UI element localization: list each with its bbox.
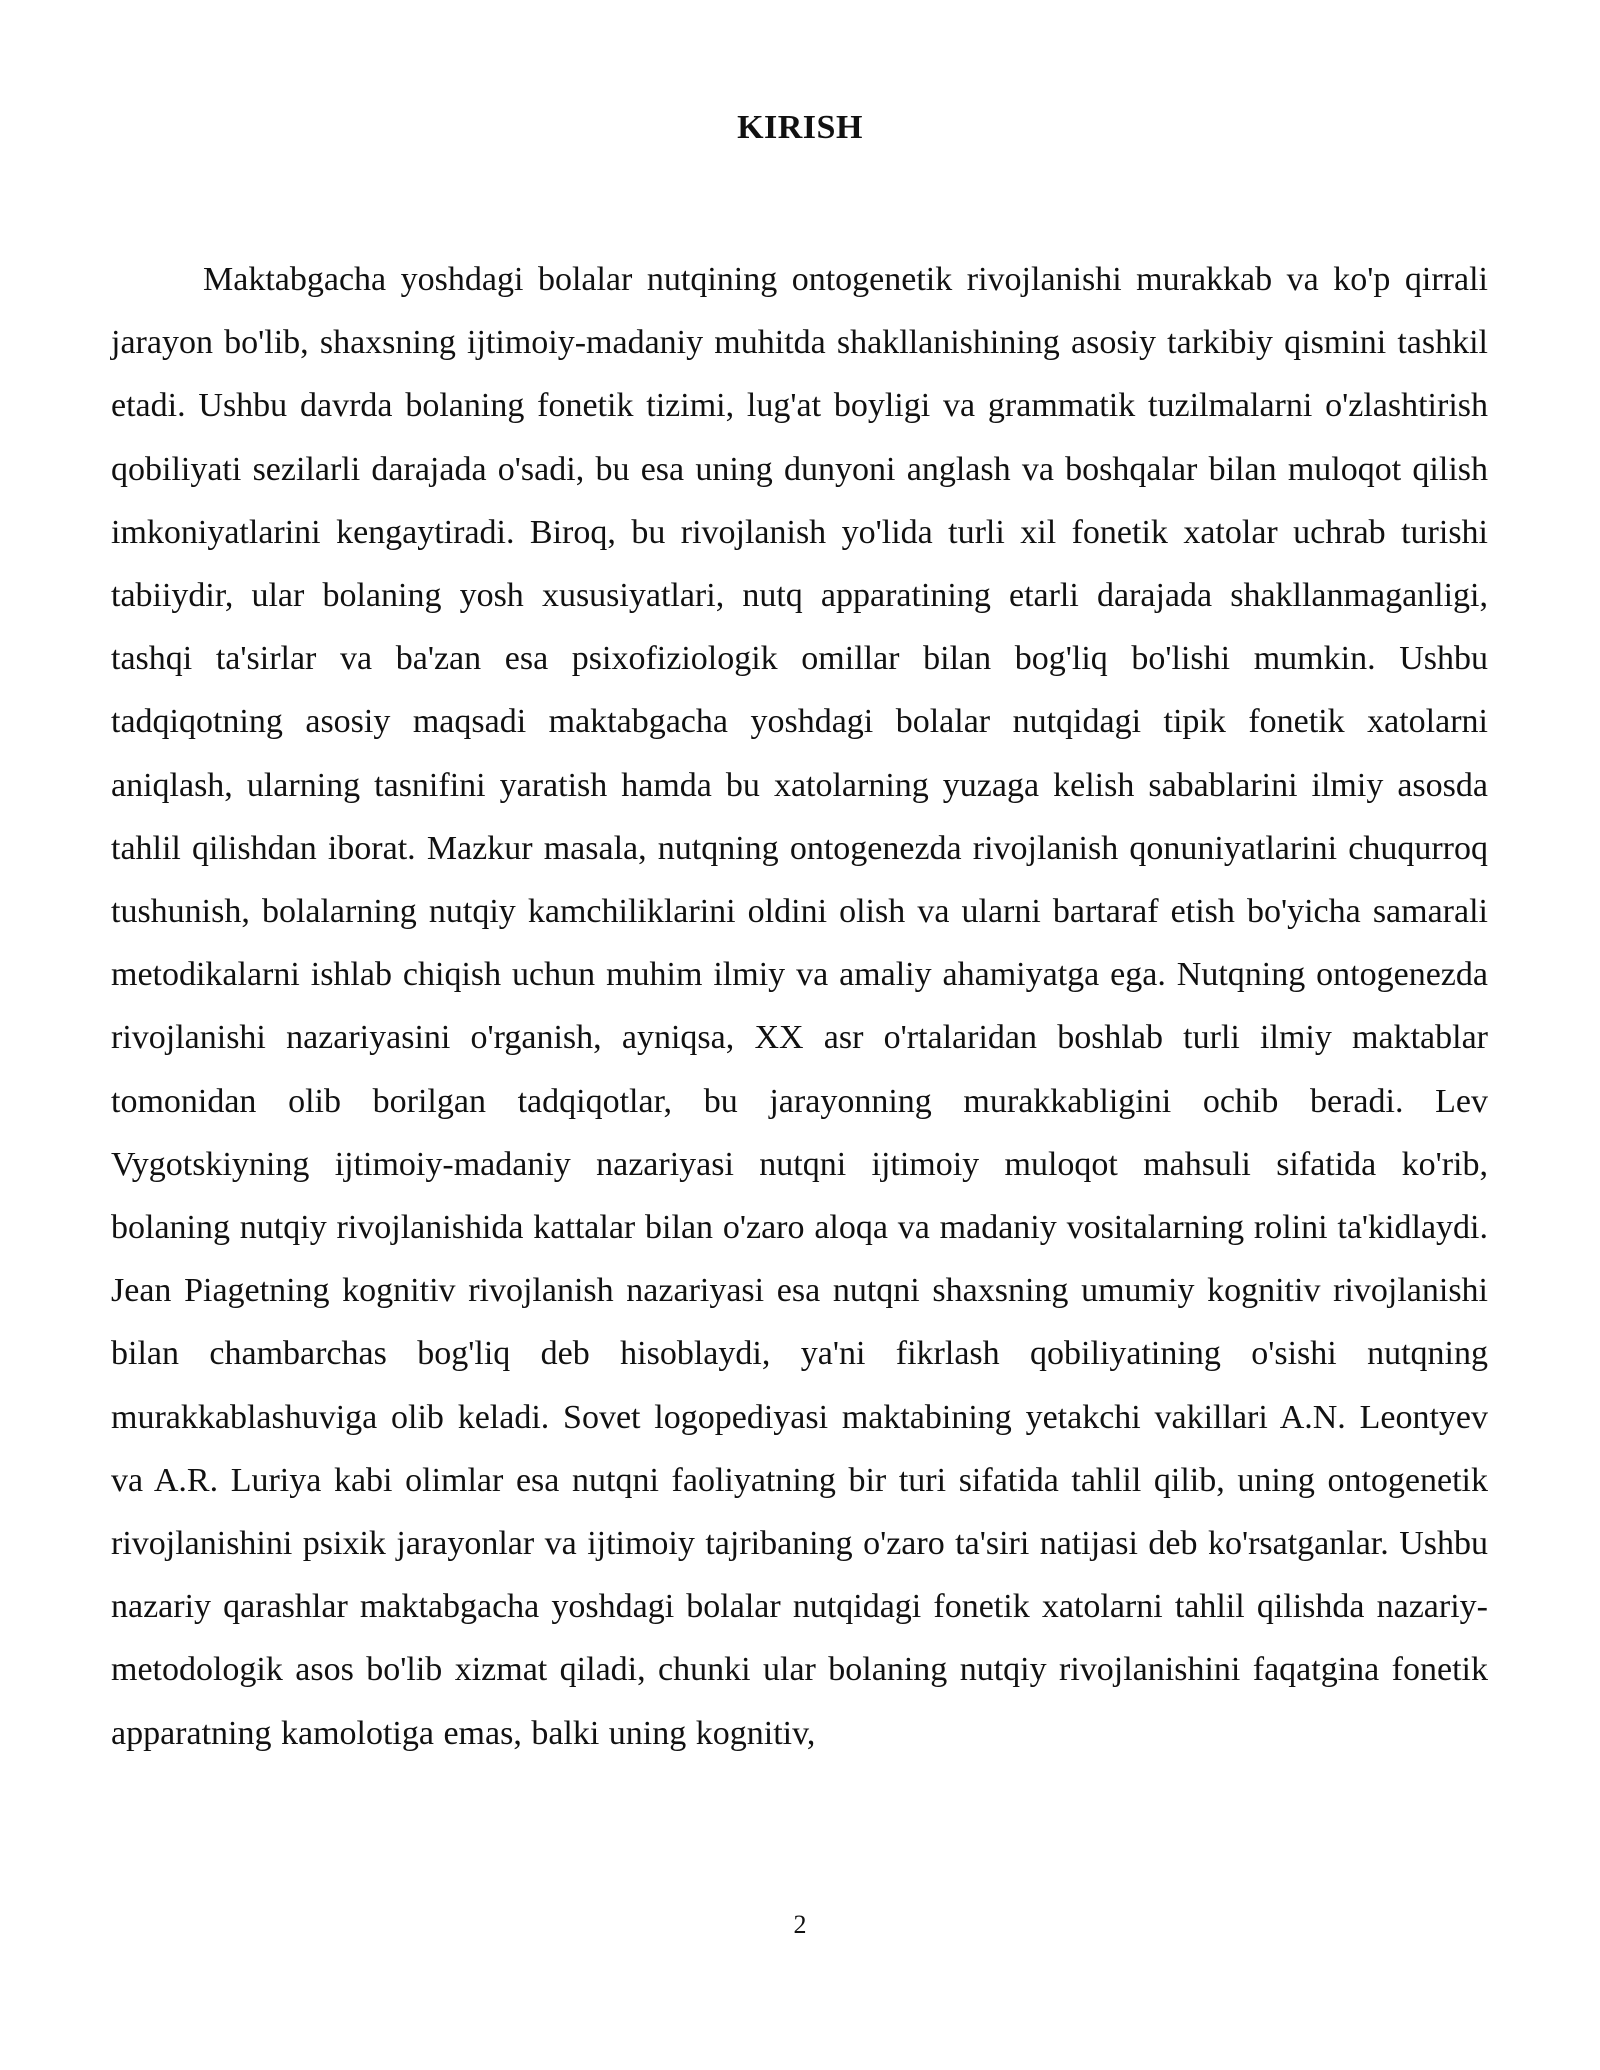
section-title: KIRISH [737,109,863,146]
page-number: 2 [793,1910,807,1939]
body-paragraph: Maktabgacha yoshdagi bolalar nutqining ontogenetik rivojlanishi murakkab va ko'p qirrali jarayon bo'lib, shaxsning ijtimoiy-madaniy muhitda shakllanishining asosiy tarkibiy qismini tashkil etadi. Ushbu davrda bolaning fonetik tizimi, lug'at boyligi va grammatik tuzilmalarni o'zlashtirish qobiliyati sezilarli darajada o'sadi, bu esa uning dunyoni anglash va boshqalar bilan muloqot qilish imkoniyatlarini kengaytiradi. Biroq, bu rivojlanish yo'lida turli xil fonetik xatolar uchrab turishi tabiiydir, ular bolaning yosh xususiyatlari, nutq apparatining etarli darajada shakllanmaganligi, tashqi ta'sirlar va ba'zan esa psixofiziologik omillar bilan bog'liq bo'lishi mumkin. Ushbu tadqiqotning asosiy maqsadi maktabgacha yoshdagi bolalar nutqidagi tipik fonetik xatolarni aniqlash, ularning tasnifini yaratish hamda bu xatolarning yuzaga kelish sabablarini ilmiy asosda tahlil qilishdan iborat. Mazkur masala, nutqning ontogenezda rivojlanish qonuniyatlarini chuqurroq tushunish, bolalarning nutqiy kamchiliklarini oldini olish va ularni bartaraf etish bo'yicha samarali metodikalarni ishlab chiqish uchun muhim ilmiy va amaliy ahamiyatga ega. Nutqning ontogenezda rivojlanishi nazariyasini o'rganish, ayniqsa, XX asr o'rtalaridan boshlab turli ilmiy maktablar tomonidan olib borilgan tadqiqotlar, bu jarayonning murakkabligini ochib beradi. Lev Vygotskiyning ijtimoiy-madaniy nazariyasi nutqni ijtimoiy muloqot mahsuli sifatida ko'rib, bolaning nutqiy rivojlanishida kattalar bilan o'zaro aloqa va madaniy vositalarning rolini ta'kidlaydi. Jean Piagetning kognitiv rivojlanish nazariyasi esa nutqni shaxsning umumiy kognitiv rivojlanishi bilan chambarchas bog'liq deb hisoblaydi, ya'ni fikrlash qobiliyatining o'sishi nutqning murakkablashuviga olib keladi. Sovet logopediyasi maktabining yetakchi vakillari A.N. Leontyev va A.R. Luriya kabi olimlar esa nutqni faoliyatning bir turi sifatida tahlil qilib, uning ontogenetik rivojlanishini psixik jarayonlar va ijtimoiy tajribaning o'zaro ta'siri natijasi deb ko'rsatganlar. Ushbu nazariy qarashlar maktabgacha yoshdagi bolalar nutqidagi fonetik xatolarni tahlil qilishda nazariy-metodologik asos bo'lib xizmat qiladi, chunki ular bolaning nutqiy rivojlanishini faqatgina fonetik apparatning kamolotiga emas, balki uning kognitiv, [111,261,1488,1752]
